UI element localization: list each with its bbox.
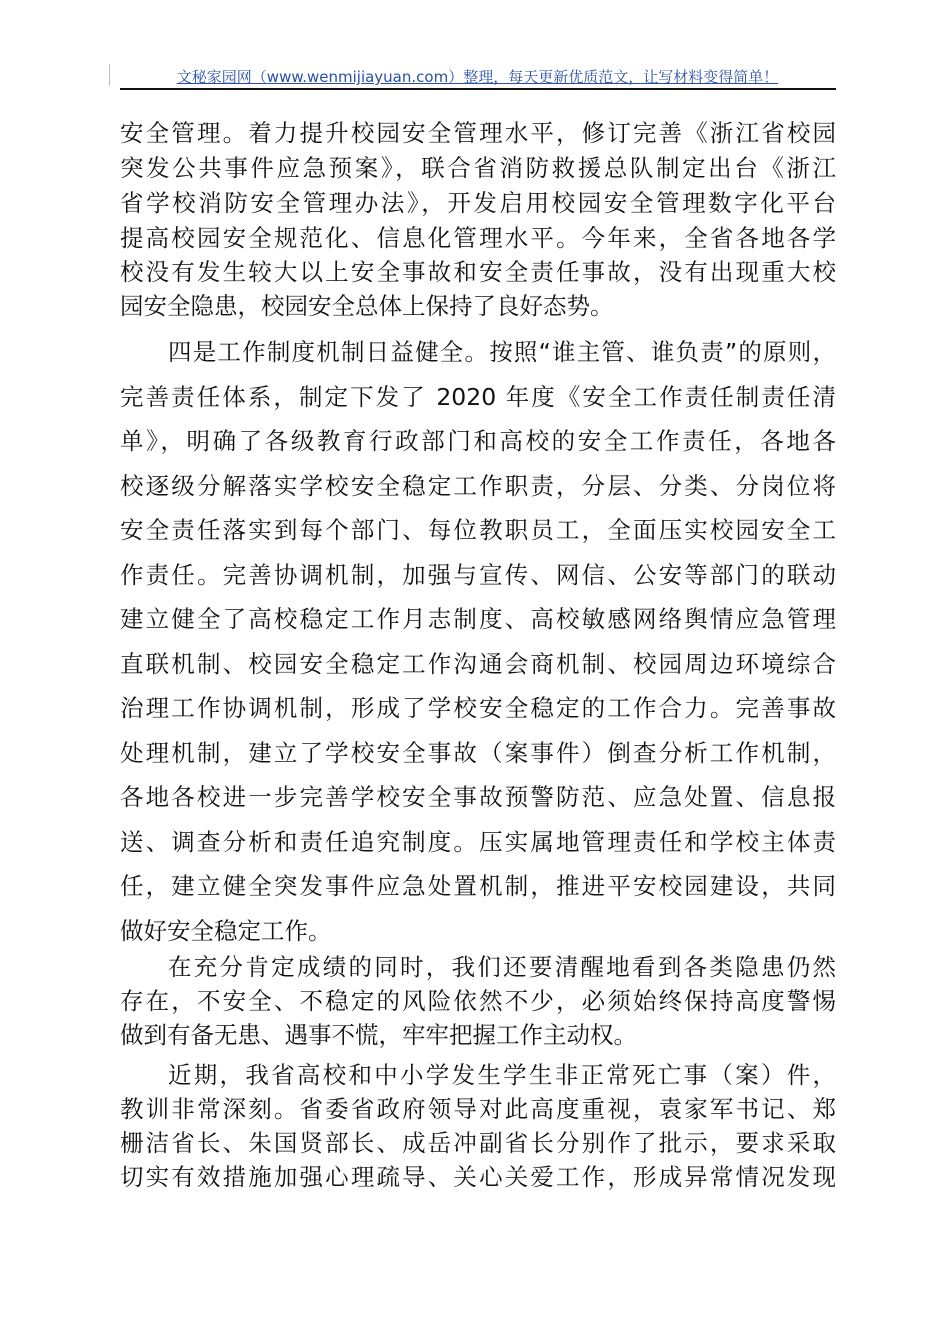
text-line: 校没有发生较大以上安全事故和安全责任事故，没有出现重大校 [120, 258, 836, 286]
text-line: 近期，我省高校和中小学发生学生非正常死亡事（案）件， [168, 1061, 836, 1089]
text-line: 教训非常深刻。省委省政府领导对此高度重视，袁家军书记、郑 [120, 1095, 836, 1123]
text-line: 存在，不安全、不稳定的风险依然不少，必须始终保持高度警惕 [120, 987, 836, 1015]
text-line: 园安全隐患，校园安全总体上保持了良好态势。 [120, 292, 614, 320]
text-line: 建立健全了高校稳定工作月志制度、高校敏感网络舆情应急管理 [120, 605, 836, 633]
text-line: 突发公共事件应急预案》，联合省消防救援总队制定出台《浙江 [120, 154, 836, 182]
text-line: 治理工作协调机制，形成了学校安全稳定的工作合力。完善事故 [120, 694, 836, 722]
text-line: 提高校园安全规范化、信息化管理水平。今年来，全省各地各学 [120, 224, 836, 252]
text-line: 单》，明确了各级教育行政部门和高校的安全工作责任，各地各 [120, 427, 836, 455]
margin-mark [109, 64, 110, 86]
text-line: 切实有效措施加强心理疏导、关心关爱工作，形成异常情况发现 [120, 1163, 836, 1191]
text-line: 直联机制、校园安全稳定工作沟通会商机制、校园周边环境综合 [120, 650, 836, 678]
text-line: 完善责任体系，制定下发了 2020 年度《安全工作责任制责任清 [120, 383, 836, 411]
text-line: 做到有备无患、遇事不慌，牢牢把握工作主动权。 [120, 1021, 637, 1049]
text-line: 四是工作制度机制日益健全。按照“谁主管、谁负责”的原则， [168, 338, 836, 366]
text-line: 安全责任落实到每个部门、每位教职员工，全面压实校园安全工 [120, 516, 836, 544]
text-line: 校逐级分解落实学校安全稳定工作职责，分层、分类、分岗位将 [120, 472, 836, 500]
text-line: 各地各校进一步完善学校安全事故预警防范、应急处置、信息报 [120, 783, 836, 811]
text-line: 安全管理。着力提升校园安全管理水平，修订完善《浙江省校园 [120, 119, 836, 147]
text-line: 任，建立健全突发事件应急处置机制，推进平安校园建设，共同 [120, 872, 836, 900]
text-line: 送、调查分析和责任追究制度。压实属地管理责任和学校主体责 [120, 828, 836, 856]
text-line: 作责任。完善协调机制，加强与宣传、网信、公安等部门的联动 [120, 561, 836, 589]
header-rule [120, 88, 836, 90]
header-banner-link[interactable]: 文秘家园网（www.wenmijiayuan.com）整理，每天更新优质范文，让写材料变得简单！ [176, 68, 779, 86]
text-line: 栅洁省长、朱国贤部长、成岳冲副省长分别作了批示，要求采取 [120, 1129, 836, 1157]
text-line: 处理机制，建立了学校安全事故（案事件）倒查分析工作机制， [120, 739, 836, 767]
text-line: 省学校消防安全管理办法》，开发启用校园安全管理数字化平台 [120, 189, 836, 217]
text-line: 做好安全稳定工作。 [120, 917, 332, 945]
text-line: 在充分肯定成绩的同时，我们还要清醒地看到各类隐患仍然 [168, 953, 836, 981]
